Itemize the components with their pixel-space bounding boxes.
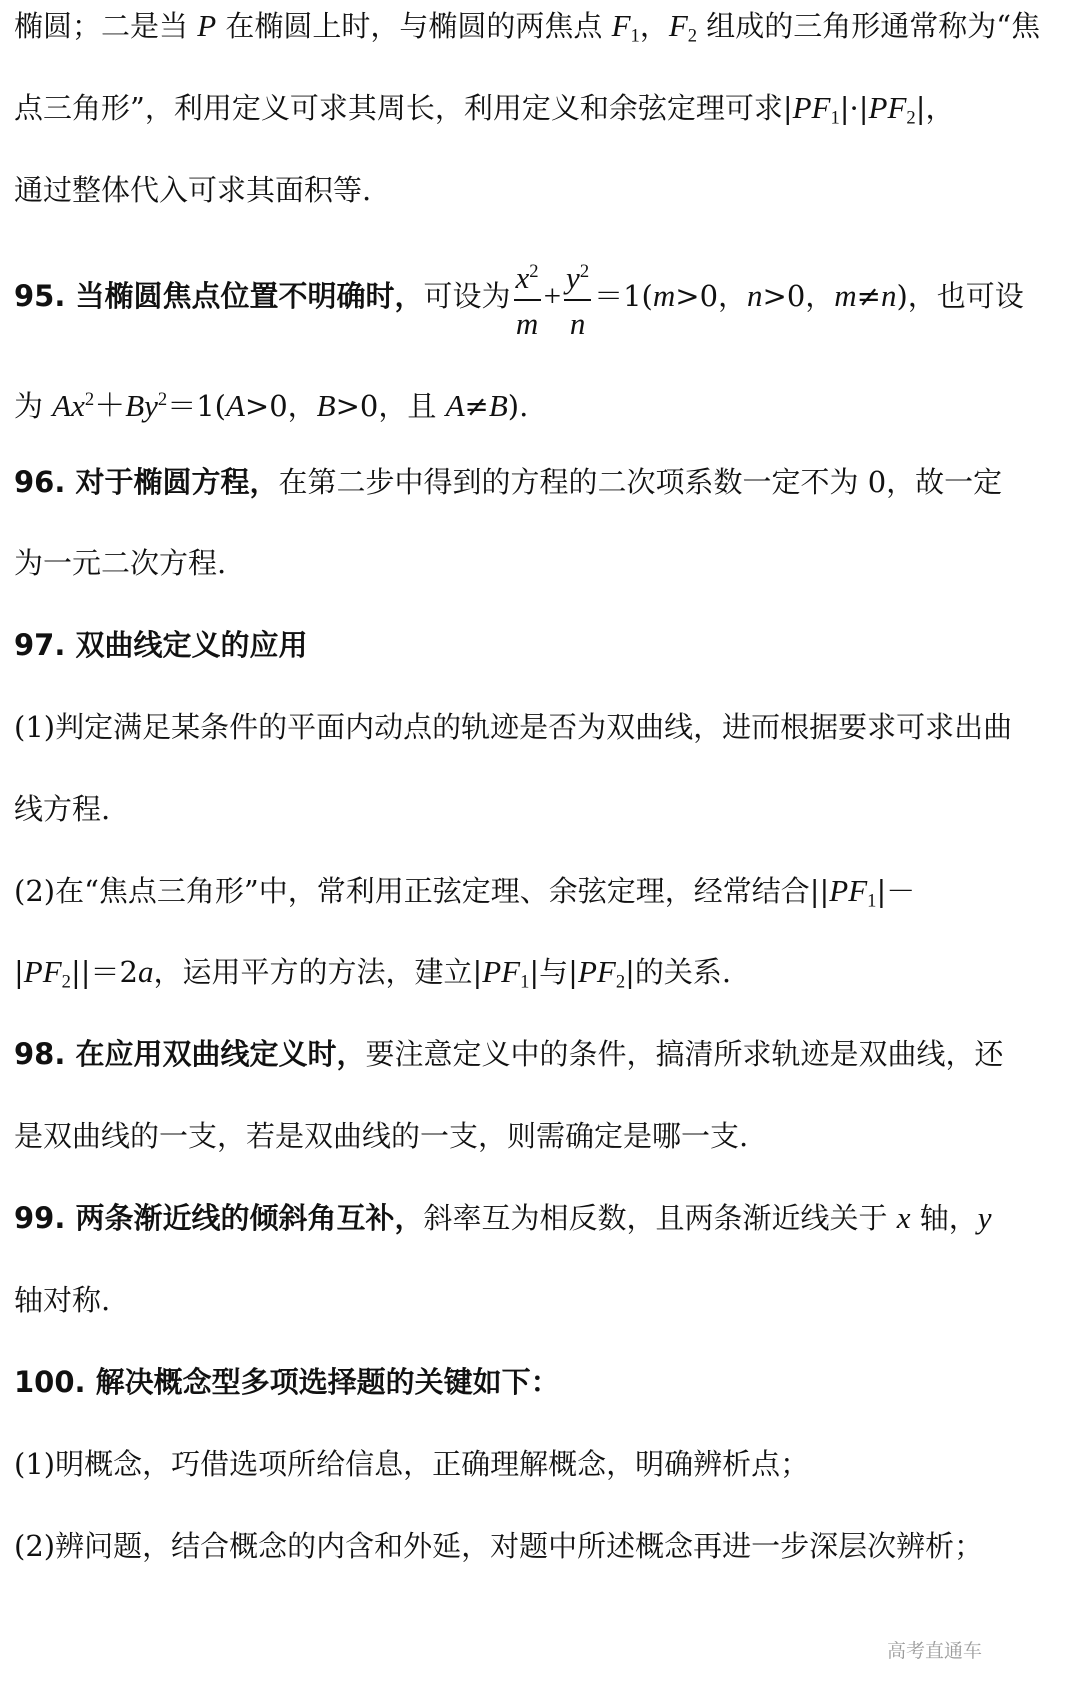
subscript: 2	[906, 107, 916, 129]
math-var: P	[197, 8, 217, 43]
subscript: 2	[615, 971, 626, 993]
item-number: 95.	[14, 279, 66, 313]
text: ||＝2	[70, 955, 138, 989]
item-99	[14, 1198, 1066, 1238]
text: ＝1(	[167, 389, 226, 424]
item-heading: 在应用双曲线定义时，	[65, 1037, 366, 1071]
item-96	[14, 462, 1066, 502]
math-var: a	[137, 954, 154, 989]
text: 为一元二次方程.	[14, 546, 227, 580]
text: |·|	[839, 91, 869, 125]
text: 可设为	[423, 279, 511, 313]
text-line	[14, 707, 1066, 747]
fraction-y2-over-n	[564, 255, 591, 341]
math-op: +	[543, 278, 562, 313]
math-var: A	[445, 388, 465, 424]
math-var: m	[652, 278, 676, 313]
text: 通过整体代入可求其面积等.	[14, 173, 372, 207]
item-97	[14, 625, 1066, 665]
subscript: 2	[61, 971, 71, 993]
text: 要注意定义中的条件，搞清所求轨迹是双曲线，还	[365, 1037, 1004, 1071]
subscript: 1	[867, 890, 877, 912]
item-heading: 双曲线定义的应用	[65, 628, 308, 662]
text-line	[14, 380, 1066, 426]
item-heading: 当椭圆焦点位置不明确时，	[65, 279, 424, 313]
text-line	[14, 88, 1066, 139]
text: 在椭圆上时，与椭圆的两焦点	[216, 9, 612, 43]
subscript: 2	[687, 25, 698, 47]
math-op: ≠	[856, 279, 881, 313]
item-number: 96.	[14, 465, 66, 499]
math-var: m	[515, 306, 539, 342]
math-var: PF	[23, 954, 62, 989]
math-expr	[125, 388, 167, 423]
math-expr	[482, 954, 530, 993]
math-var: PF	[577, 954, 616, 989]
math-var: F	[668, 8, 688, 43]
text: ，运用平方的方法，建立|	[153, 955, 483, 989]
math-var: B	[488, 388, 508, 424]
math-var: PF	[868, 90, 907, 125]
superscript: 2	[579, 260, 590, 282]
math-var: x	[896, 1200, 911, 1235]
text: (1)判定满足某条件的平面内动点的轨迹是否为双曲线，进而根据要求可求出曲	[14, 710, 1013, 744]
superscript: 2	[157, 389, 168, 410]
item-heading: 解决概念型多项选择题的关键如下：	[85, 1365, 560, 1399]
text: 为	[14, 389, 53, 424]
item-heading: 两条渐近线的倾斜角互补，	[65, 1201, 424, 1235]
math-var: PF	[482, 954, 521, 989]
math-expr	[52, 388, 94, 423]
item-number: 97.	[14, 628, 66, 662]
text: 是双曲线的一支，若是双曲线的一支，则需确定是哪一支.	[14, 1119, 749, 1153]
text-line	[14, 1444, 1066, 1484]
math-var: m	[834, 278, 857, 313]
text: (1)明概念，巧借选项所给信息，正确理解概念，明确辨析点；	[14, 1447, 810, 1481]
text: >0，	[244, 389, 317, 424]
math-op: ≠	[464, 389, 489, 424]
text: |与|	[529, 955, 578, 989]
math-var: n	[569, 306, 586, 342]
text: 在第二步中得到的方程的二次项系数一定不为 0，故一定	[278, 465, 1003, 499]
text-line	[14, 871, 1066, 922]
math-var: PF	[829, 873, 868, 908]
text: (2)辨问题，结合概念的内含和外延，对题中所述概念再进一步深层次辨析；	[14, 1529, 984, 1563]
math-var: n	[880, 278, 897, 313]
text: 椭圆；二是当	[14, 9, 198, 43]
math-expr	[829, 873, 877, 912]
item-number: 98.	[14, 1037, 66, 1071]
watermark: 高考直通车	[886, 1640, 982, 1662]
text-line	[14, 952, 1066, 1003]
math-var: F	[611, 8, 631, 43]
math-var	[611, 8, 640, 47]
fraction-x2-over-m	[514, 255, 541, 341]
text: 点三角形”，利用定义可求其周长，利用定义和余弦定理可求|	[14, 91, 793, 125]
text-line	[14, 789, 1066, 829]
text: ).	[507, 389, 529, 424]
math-var: A	[225, 388, 245, 424]
subscript: 1	[520, 971, 530, 993]
math-var: Ax	[52, 388, 85, 424]
math-expr	[23, 954, 71, 993]
item-98	[14, 1034, 1066, 1074]
text: )，也可设	[896, 279, 1024, 313]
text: |的关系.	[625, 955, 732, 989]
text-line	[14, 543, 1066, 583]
item-heading: 对于椭圆方程，	[65, 465, 279, 499]
text: 斜率互为相反数，且两条渐近线关于	[423, 1201, 897, 1235]
superscript: 2	[529, 260, 539, 282]
math-var: y	[566, 260, 580, 296]
text-line	[14, 1526, 1066, 1566]
item-100	[14, 1362, 1066, 1402]
text-line	[14, 170, 1066, 210]
text: 组成的三角形通常称为“焦	[697, 9, 1041, 43]
text: >0，	[762, 279, 835, 313]
item-number: 100.	[14, 1365, 86, 1399]
item-95	[14, 253, 1066, 342]
text: ，	[639, 9, 669, 43]
text: 线方程.	[14, 792, 111, 826]
text: |	[14, 955, 24, 989]
item-number: 99.	[14, 1201, 66, 1235]
math-expr	[792, 90, 840, 129]
text: (2)在“焦点三角形”中，常利用正弦定理、余弦定理，经常结合||	[14, 874, 830, 908]
text: >0，	[675, 279, 748, 313]
text: 轴，	[910, 1201, 978, 1235]
math-var: x	[515, 260, 530, 296]
math-expr	[577, 954, 626, 993]
math-var	[668, 8, 698, 47]
math-expr	[868, 90, 916, 129]
text-line	[14, 1280, 1066, 1320]
math-var: n	[747, 278, 763, 313]
text: |，	[915, 91, 955, 125]
subscript: 1	[830, 107, 840, 129]
math-var: B	[316, 388, 336, 424]
text: >0，且	[335, 389, 446, 424]
subscript: 1	[630, 25, 640, 47]
text: |－	[876, 874, 916, 908]
text-line	[14, 1116, 1066, 1156]
math-var: By	[125, 388, 158, 424]
text: ＝1(	[594, 279, 653, 313]
math-var: y	[977, 1200, 992, 1235]
superscript: 2	[84, 389, 95, 410]
math-op: ＋	[94, 388, 126, 424]
math-var: PF	[792, 90, 831, 125]
text-line	[14, 6, 1066, 57]
text: 轴对称.	[14, 1283, 111, 1317]
